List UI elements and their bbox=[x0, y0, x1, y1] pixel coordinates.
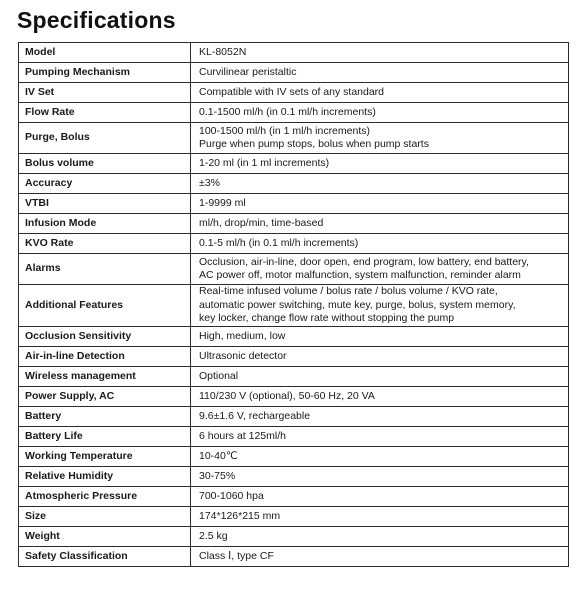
spec-value bbox=[191, 234, 569, 254]
spec-label: Pumping Mechanism bbox=[19, 63, 191, 83]
spec-row bbox=[19, 174, 569, 194]
spec-value-line: Ultrasonic detector bbox=[199, 349, 287, 362]
spec-value bbox=[191, 427, 569, 447]
spec-row bbox=[19, 285, 569, 327]
spec-value bbox=[191, 254, 569, 285]
spec-value-line: 9.6±1.6 V, rechargeable bbox=[199, 409, 311, 422]
spec-value-line: automatic power switching, mute key, purge, bolus, system memory, bbox=[199, 298, 516, 311]
spec-value-line: 6 hours at 125ml/h bbox=[199, 429, 286, 442]
spec-row bbox=[19, 347, 569, 367]
spec-row bbox=[19, 154, 569, 174]
spec-label: VTBI bbox=[19, 194, 191, 214]
spec-value bbox=[191, 103, 569, 123]
spec-label: IV Set bbox=[19, 83, 191, 103]
spec-label: Accuracy bbox=[19, 174, 191, 194]
spec-label: Size bbox=[19, 507, 191, 527]
spec-value-line: ±3% bbox=[199, 176, 220, 189]
spec-value bbox=[191, 347, 569, 367]
spec-value-line: AC power off, motor malfunction, system malfunction, reminder alarm bbox=[199, 269, 521, 281]
spec-row bbox=[19, 447, 569, 467]
spec-value bbox=[191, 194, 569, 214]
spec-value bbox=[191, 214, 569, 234]
spec-row bbox=[19, 63, 569, 83]
spec-value bbox=[191, 447, 569, 467]
spec-row bbox=[19, 254, 569, 285]
page-title: Specifications bbox=[17, 7, 176, 33]
spec-label: Air-in-line Detection bbox=[19, 347, 191, 367]
spec-value bbox=[191, 467, 569, 487]
spec-value bbox=[191, 527, 569, 547]
spec-value bbox=[191, 285, 569, 327]
spec-value-line: Occlusion, air-in-line, door open, end program, low battery, end battery, bbox=[199, 255, 529, 268]
spec-value-line: 700-1060 hpa bbox=[199, 489, 264, 502]
spec-label: KVO Rate bbox=[19, 234, 191, 254]
spec-label: Alarms bbox=[19, 254, 191, 285]
spec-value bbox=[191, 83, 569, 103]
spec-row bbox=[19, 367, 569, 387]
spec-label: Safety Classification bbox=[19, 547, 191, 567]
spec-label: Infusion Mode bbox=[19, 214, 191, 234]
spec-row bbox=[19, 194, 569, 214]
spec-row bbox=[19, 83, 569, 103]
spec-value-line: Optional bbox=[199, 369, 239, 382]
spec-value bbox=[191, 63, 569, 83]
spec-row bbox=[19, 427, 569, 447]
spec-value-line: Purge when pump stops, bolus when pump starts bbox=[199, 138, 429, 150]
spec-label: Bolus volume bbox=[19, 154, 191, 174]
spec-row bbox=[19, 507, 569, 527]
spec-row bbox=[19, 407, 569, 427]
spec-row bbox=[19, 547, 569, 567]
spec-value-line: 1-20 ml (in 1 ml increments) bbox=[199, 156, 330, 169]
spec-label: Relative Humidity bbox=[19, 467, 191, 487]
spec-value bbox=[191, 367, 569, 387]
spec-row bbox=[19, 327, 569, 347]
spec-label: Model bbox=[19, 43, 191, 63]
spec-value bbox=[191, 174, 569, 194]
spec-value bbox=[191, 43, 569, 63]
spec-label: Additional Features bbox=[19, 285, 191, 327]
spec-value-line: High, medium, low bbox=[199, 329, 286, 342]
spec-row bbox=[19, 527, 569, 547]
spec-value-line: KL-8052N bbox=[199, 45, 247, 58]
spec-value-line: ml/h, drop/min, time-based bbox=[199, 216, 324, 229]
spec-value-line: 174*126*215 mm bbox=[199, 509, 281, 522]
spec-value bbox=[191, 487, 569, 507]
spec-row bbox=[19, 123, 569, 154]
spec-value-line: 0.1-1500 ml/h (in 0.1 ml/h increments) bbox=[199, 105, 376, 118]
spec-value bbox=[191, 507, 569, 527]
spec-label: Working Temperature bbox=[19, 447, 191, 467]
spec-value-line: Compatible with IV sets of any standard bbox=[199, 85, 385, 98]
spec-value bbox=[191, 547, 569, 567]
spec-value bbox=[191, 123, 569, 154]
spec-label: Battery bbox=[19, 407, 191, 427]
spec-value bbox=[191, 407, 569, 427]
spec-label: Wireless management bbox=[19, 367, 191, 387]
spec-row bbox=[19, 43, 569, 63]
spec-row bbox=[19, 103, 569, 123]
spec-value-line: Class Ⅰ, type CF bbox=[199, 549, 274, 562]
spec-value-line: 110/230 V (optional), 50-60 Hz, 20 VA bbox=[199, 389, 375, 402]
spec-label: Power Supply, AC bbox=[19, 387, 191, 407]
spec-label: Purge, Bolus bbox=[19, 123, 191, 154]
spec-value-line: Real-time infused volume / bolus rate / bolus volume / KVO rate, bbox=[199, 285, 498, 298]
spec-label: Weight bbox=[19, 527, 191, 547]
specifications-table-body bbox=[19, 43, 569, 567]
spec-label: Flow Rate bbox=[19, 103, 191, 123]
spec-value-line: 100-1500 ml/h (in 1 ml/h increments) bbox=[199, 124, 370, 137]
spec-row bbox=[19, 387, 569, 407]
spec-label: Battery Life bbox=[19, 427, 191, 447]
spec-value bbox=[191, 387, 569, 407]
spec-row bbox=[19, 467, 569, 487]
spec-value-line: 2.5 kg bbox=[199, 529, 228, 542]
spec-row bbox=[19, 214, 569, 234]
spec-value-line: key locker, change flow rate without stopping the pump bbox=[199, 312, 455, 325]
spec-value-line: 1-9999 ml bbox=[199, 196, 246, 209]
spec-label: Atmospheric Pressure bbox=[19, 487, 191, 507]
spec-value-line: 0.1-5 ml/h (in 0.1 ml/h increments) bbox=[199, 236, 359, 249]
spec-value bbox=[191, 327, 569, 347]
spec-value bbox=[191, 154, 569, 174]
spec-value-line: Curvilinear peristaltic bbox=[199, 65, 297, 78]
spec-row bbox=[19, 234, 569, 254]
specifications-table bbox=[18, 42, 569, 567]
spec-row bbox=[19, 487, 569, 507]
spec-label: Occlusion Sensitivity bbox=[19, 327, 191, 347]
spec-value-line: 30-75% bbox=[199, 469, 236, 482]
spec-value-line: 10-40℃ bbox=[199, 449, 238, 462]
